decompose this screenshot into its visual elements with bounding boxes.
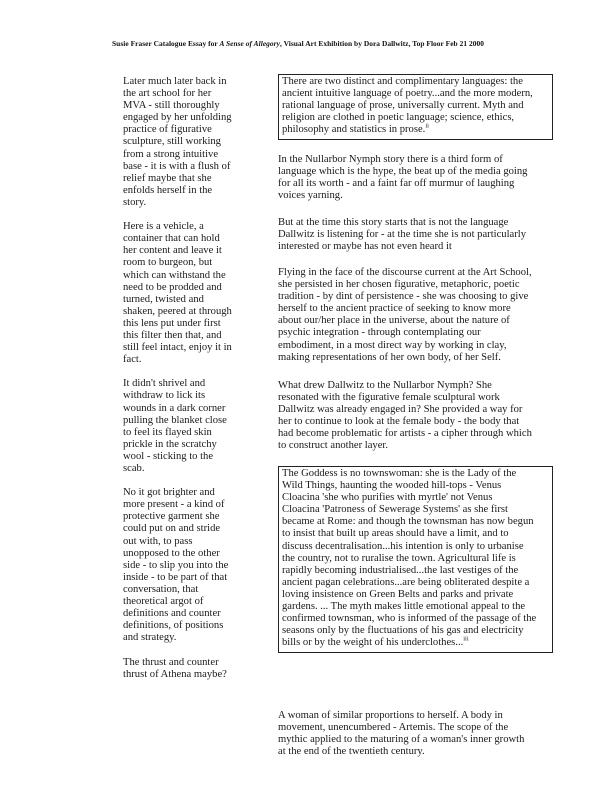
right-paragraph-4: What drew Dallwitz to the Nullarbor Nymph? She resonated with the figurative female sculptural work Dallwitz was already engaged in? She provided a way for her to continue to look at the female body - the body that had become problematic for artists - a cipher through which to construct another layer. <box>278 380 532 452</box>
header-prefix: Susie Fraser Catalogue Essay for <box>112 39 220 48</box>
quote-2-footnote: iii <box>463 635 469 643</box>
left-paragraph-5: The thrust and counter thrust of Athena maybe? <box>123 656 227 680</box>
quote-box-1-frame <box>278 74 553 140</box>
right-paragraph-1: In the Nullarbor Nymph story there is a third form of language which is the hype, the beat up of the media going for all its worth - and a faint far off murmur of laughing voices yarning. <box>278 154 528 202</box>
left-paragraph-4: No it got brighter and more present - a kind of protective garment she could put on and stride out with, to pass unopposed to the other side - to slip you into the inside - to be part of that conversation, that theoretical argot of definitions and counter definitions, of positions and strategy. <box>123 487 229 644</box>
right-paragraph-2: But at the time this story starts that is not the language Dallwitz is listening for - at the time she is not particularly interested or maybe has not even heard it <box>278 217 527 253</box>
quote-box-2-frame <box>278 466 553 653</box>
right-paragraph-3: Flying in the face of the discourse current at the Art School, she persisted in her chosen figurative, metaphoric, poetic tradition - by dint of persistence - she was choosing to give herself to the ancient practice of seeking to know more about our/her place in the universe, about the nature of psychic integration - through contemplating our embodiment, in a most direct way by working in clay, making representations of her own body, of her Self. <box>278 267 532 363</box>
page-header <box>112 39 552 48</box>
left-column <box>123 76 263 693</box>
left-paragraph-2: Here is a vehicle, a container that can hold her content and leave it room to burgeon, but which can withstand the need to be prodded and turned, twisted and shaken, peered at through this lens put under first this filter then that, and still feel intact, enjoy it in fact. <box>123 221 232 366</box>
quote-box-poetry-prose <box>278 74 553 140</box>
header-exhibition-title: A Sense of Allegory <box>219 39 280 48</box>
right-paragraph-5: A woman of similar proportions to herself. A body in movement, unencumbered - Artemis. The scope of the mythic applied to the maturing of a woman's inner growth at the end of the twentieth century. <box>278 710 525 758</box>
quote-box-goddess <box>278 466 553 653</box>
left-paragraph-3: It didn't shrivel and withdraw to lick its wounds in a dark corner pulling the blanket close to feel its flayed skin prickle in the scratchy wool - sticking to the scab. <box>123 378 227 474</box>
header-suffix: , Visual Art Exhibition by Dora Dallwitz, Top Floor Feb 21 2000 <box>279 39 484 48</box>
quote-2-text: The Goddess is no townswoman: she is the Lady of the Wild Things, haunting the wooded hill-tops - Venus Cloacina 'she who purifies with myrtle' not Venus Cloacina 'Patroness of Sewerage Systems' as she first became at Rome: and though the townsman has now begun to insist that built up areas should have a limit, and to discuss decentralisation...his intention is only to urbanise the country, not to ruralise the town. Agricultural life is rapidly becoming industrialised...the last vestiges of the ancient pagan celebrations...are being obliterated despite a loving insistence on Green Belts and parks and private gardens. ... The myth makes little emotional appeal to the confirmed townsman, who is informed of the passage of the seasons only by the fluctuations of his gas and electricity bills or by the weight of his underclothes... <box>282 468 537 649</box>
quote-1-text: There are two distinct and complimentary languages: the ancient intuitive language of poetry...and the more modern, rational language of prose, universally current. Myth and religion are clothed in poetic language; science, ethics, philosophy and statistics in prose. <box>282 76 533 136</box>
left-paragraph-1: Later much later back in the art school for her MVA - still thoroughly engaged by her unfolding practice of figurative sculpture, still working from a strong intuitive base - it is with a flush of relief maybe that she enfolds herself in the story. <box>123 76 232 208</box>
quote-1-footnote: ii <box>425 122 429 130</box>
